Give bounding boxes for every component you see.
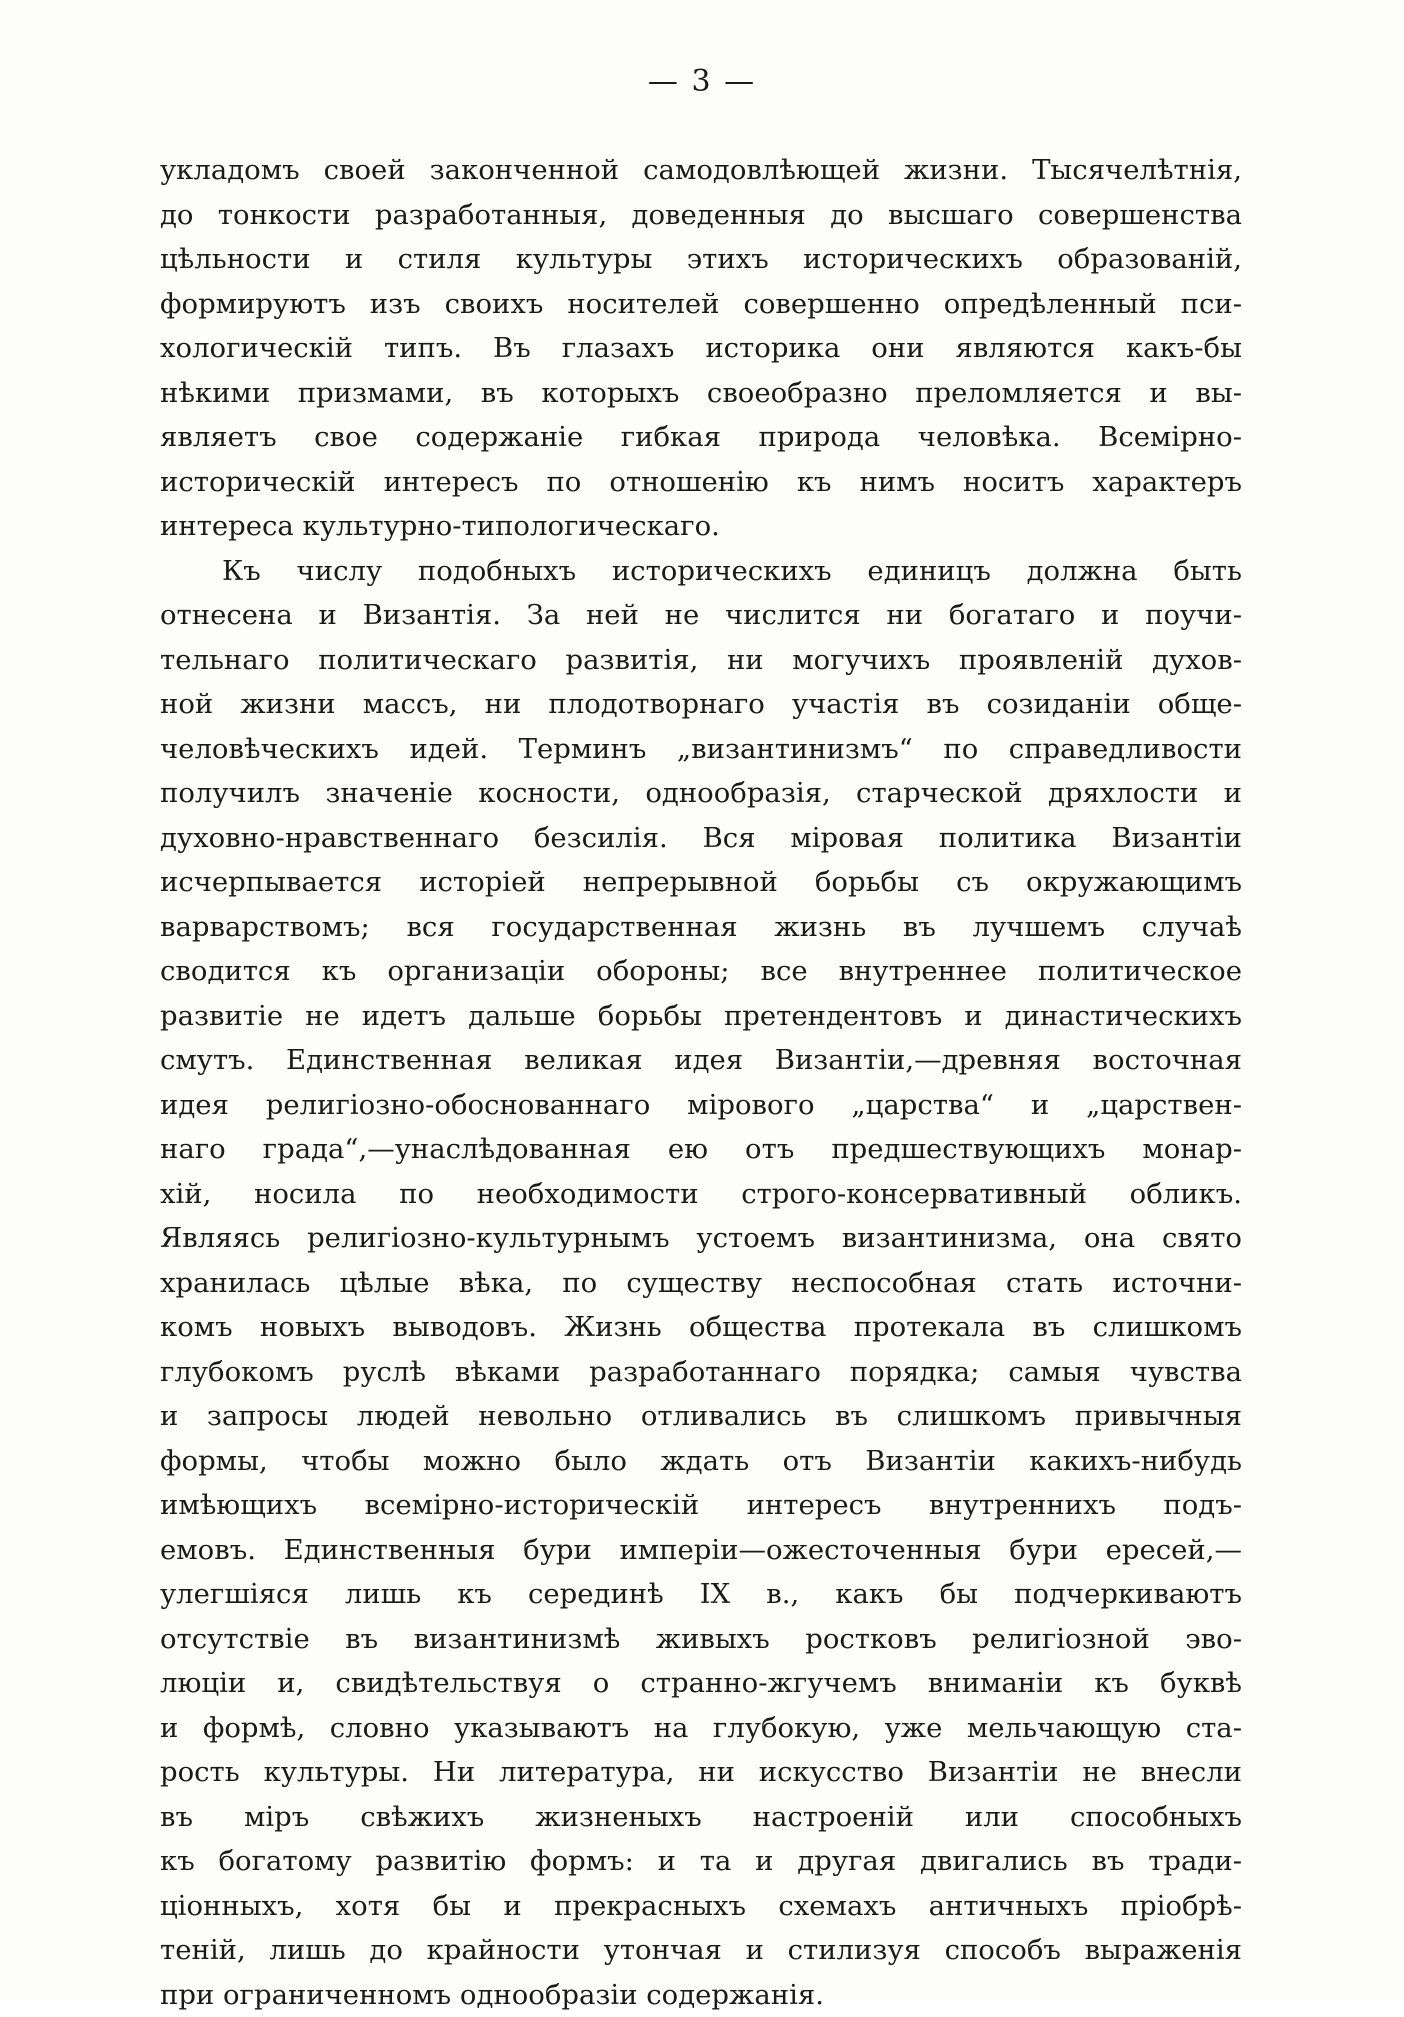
text-line: нѣкими призмами, въ которыхъ своеобразно преломляется и вы- [160, 371, 1242, 416]
text-line: хій, носила по необходимости строго-консервативный обликъ. [160, 1172, 1242, 1217]
text-line: при ограниченномъ однообразіи содержанія. [160, 1973, 1242, 2017]
text-line: формируютъ изъ своихъ носителей совершенно опредѣленный пси- [160, 282, 1242, 327]
text-line: хологическій типъ. Въ глазахъ историка они являются какъ-бы [160, 326, 1242, 371]
text-line: человѣческихъ идей. Терминъ „византинизмъ“ по справедливости [160, 727, 1242, 772]
text-line: укладомъ своей законченной самодовлѣющей жизни. Тысячелѣтнія, [160, 148, 1242, 193]
text-line: наго града“,—унаслѣдованная ею отъ предшествующихъ монар- [160, 1127, 1242, 1172]
text-line: Къ числу подобныхъ историческихъ единицъ должна быть [160, 549, 1242, 594]
text-line: тельнаго политическаго развитія, ни могучихъ проявленій духов- [160, 638, 1242, 683]
text-line: отсутствіе въ византинизмѣ живыхъ ростковъ религіозной эво- [160, 1617, 1242, 1662]
text-line: историческій интересъ по отношенію къ нимъ носитъ характеръ [160, 460, 1242, 505]
text-line: ной жизни массъ, ни плодотворнаго участія въ созиданіи обще- [160, 682, 1242, 727]
text-line: глубокомъ руслѣ вѣками разработаннаго порядка; самыя чувства [160, 1350, 1242, 1395]
text-line: получилъ значеніе косности, однообразія, старческой дряхлости и [160, 771, 1242, 816]
text-line: хранилась цѣлые вѣка, по существу неспособная стать источни- [160, 1261, 1242, 1306]
text-line: и запросы людей невольно отливались въ слишкомъ привычныя [160, 1394, 1242, 1439]
text-line: духовно-нравственнаго безсилія. Вся міровая политика Византіи [160, 816, 1242, 861]
text-line: развитіе не идетъ дальше борьбы претендентовъ и династическихъ [160, 994, 1242, 1039]
paragraph-2 [160, 549, 1242, 2017]
body-text [160, 148, 1242, 2017]
page-number: — 3 — [0, 64, 1404, 99]
text-line: идея религіозно-обоснованнаго мірового „царства“ и „царствен- [160, 1083, 1242, 1128]
text-line: имѣющихъ всемірно-историческій интересъ внутреннихъ подъ- [160, 1483, 1242, 1528]
paragraph-1 [160, 148, 1242, 549]
text-line: комъ новыхъ выводовъ. Жизнь общества протекала въ слишкомъ [160, 1305, 1242, 1350]
text-line: смутъ. Единственная великая идея Византіи,—древняя восточная [160, 1038, 1242, 1083]
text-line: отнесена и Византія. За ней не числится ни богатаго и поучи- [160, 593, 1242, 638]
text-line: исчерпывается исторіей непрерывной борьбы съ окружающимъ [160, 860, 1242, 905]
text-line: варварствомъ; вся государственная жизнь въ лучшемъ случаѣ [160, 905, 1242, 950]
text-line: къ богатому развитію формъ: и та и другая двигались въ тради- [160, 1839, 1242, 1884]
text-line: Являясь религіозно-культурнымъ устоемъ византинизма, она свято [160, 1216, 1242, 1261]
text-line: емовъ. Единственныя бури имперіи—ожесточенныя бури ересей,— [160, 1528, 1242, 1573]
text-line: ціонныхъ, хотя бы и прекрасныхъ схемахъ античныхъ пріобрѣ- [160, 1884, 1242, 1929]
text-line: формы, чтобы можно было ждать отъ Византіи какихъ-нибудь [160, 1439, 1242, 1484]
text-line: люціи и, свидѣтельствуя о странно-жгучемъ вниманіи къ буквѣ [160, 1661, 1242, 1706]
text-line: сводится къ организаціи обороны; все внутреннее политическое [160, 949, 1242, 994]
text-line: теній, лишь до крайности утончая и стилизуя способъ выраженія [160, 1928, 1242, 1973]
text-line: до тонкости разработанныя, доведенныя до высшаго совершенства [160, 193, 1242, 238]
text-line: являетъ свое содержаніе гибкая природа человѣка. Всемірно- [160, 415, 1242, 460]
text-line: въ міръ свѣжихъ жизненыхъ настроеній или способныхъ [160, 1795, 1242, 1840]
text-line: и формѣ, словно указываютъ на глубокую, уже мельчающую ста- [160, 1706, 1242, 1751]
text-line: улегшіяся лишь къ серединѣ IX в., какъ бы подчеркиваютъ [160, 1572, 1242, 1617]
text-line: рость культуры. Ни литература, ни искусство Византіи не внесли [160, 1750, 1242, 1795]
text-line: цѣльности и стиля культуры этихъ историческихъ образованій, [160, 237, 1242, 282]
text-line: интереса культурно-типологическаго. [160, 504, 1242, 549]
